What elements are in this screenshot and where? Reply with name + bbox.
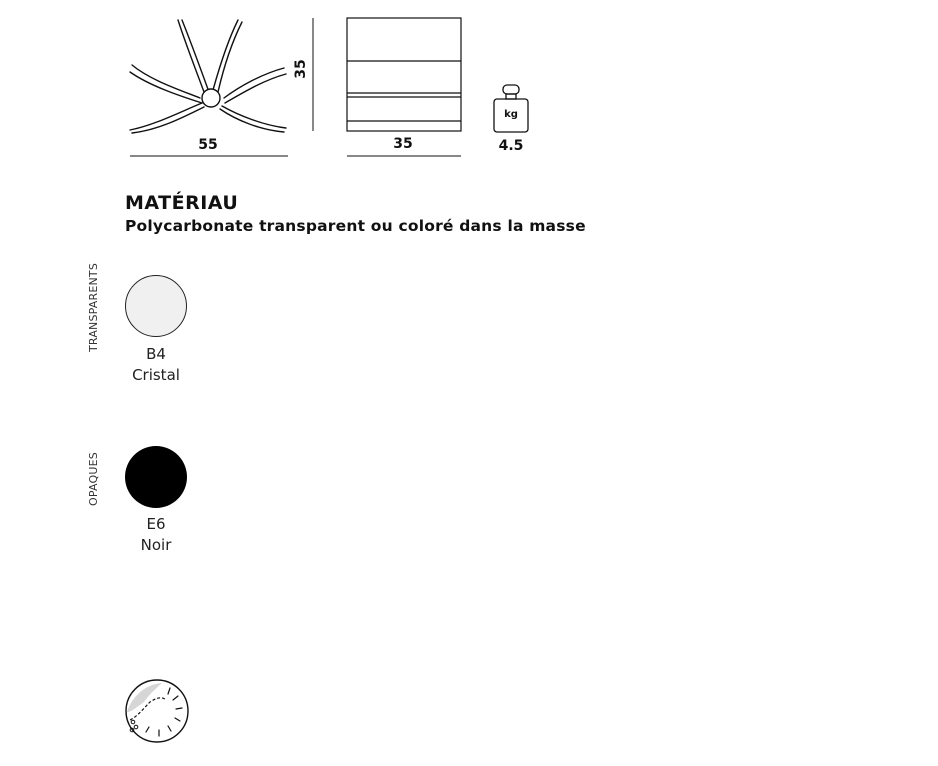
outdoor-use-icon (124, 678, 190, 744)
swatch-noir[interactable] (125, 446, 187, 508)
material-description: Polycarbonate transparent ou coloré dans la masse (125, 217, 586, 235)
weight-value: 4.5 (498, 138, 524, 154)
swatch-name: Noir (140, 536, 172, 554)
material-title: MATÉRIAU (125, 192, 239, 214)
weight-unit-label: kg (504, 109, 518, 120)
swatch-code: B4 (146, 345, 166, 363)
swatch-code: E6 (146, 515, 166, 533)
front-view-drawing (347, 18, 461, 131)
swatch-name: Cristal (132, 366, 180, 384)
height-value: 35 (293, 59, 309, 79)
swatch-cristal[interactable] (125, 275, 187, 337)
width-value: 55 (198, 137, 218, 153)
finish-group-label-transparents: TRANSPARENTS (87, 262, 100, 352)
depth-value: 35 (393, 136, 413, 152)
top-view-drawing (130, 20, 286, 133)
finish-group-label-opaques: OPAQUES (87, 452, 100, 506)
